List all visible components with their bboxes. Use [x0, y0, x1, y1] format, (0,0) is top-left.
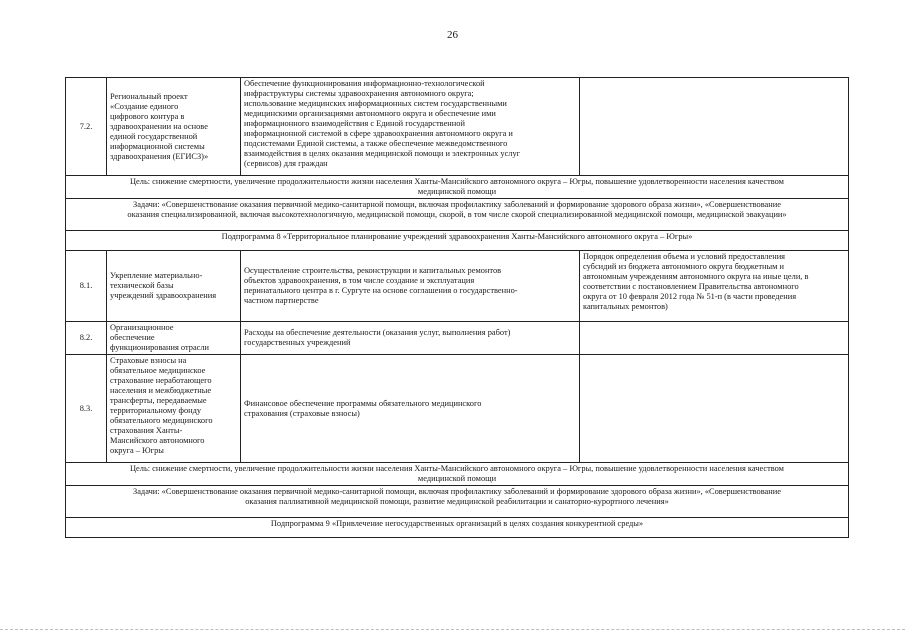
row-number: 8.3. [66, 355, 107, 463]
row-number: 8.1. [66, 251, 107, 322]
goal-row [66, 176, 849, 199]
goal-row [66, 463, 849, 486]
subprogram-row [66, 231, 849, 251]
activity-note: Порядок определения объема и условий предоставления субсидий из бюджета автономного округа бюджетным и автономным учреждениям автономного округа на иные цели, в соответствии с постановлением Правительства автономного округа от 10 февраля 2012 года № 51-п (в части проведения капитальных ремонтов) [580, 251, 849, 322]
tasks-text: Задачи: «Совершенствование оказания первичной медико-санитарной помощи, включая профилактику заболеваний и формирование здорового образа жизни», «Совершенствование оказания паллиативной медицинской помощи, развитие медицинской реабилитации и санаторно-курортного лечения» [66, 486, 849, 518]
activity-content: Расходы на обеспечение деятельности (оказания услуг, выполнения работ) государственных учреждений [241, 322, 580, 355]
activity-name: Страховые взносы на обязательное медицинское страхование неработающего населения и межбюджетные трансферты, передаваемые территориальному фонду обязательного медицинского страхования Ханты- Мансийского автономного округа – Югры [107, 355, 241, 463]
row-number: 7.2. [66, 78, 107, 176]
table-row [66, 322, 849, 355]
row-number: 8.2. [66, 322, 107, 355]
subprogram-title: Подпрограмма 8 «Территориальное планирование учреждений здравоохранения Ханты-Мансийского автономного округа – Югры» [66, 231, 849, 251]
tasks-row [66, 199, 849, 231]
subprogram-title: Подпрограмма 9 «Привлечение негосударственных организаций в целях создания конкурентной среды» [66, 518, 849, 538]
activity-note [580, 355, 849, 463]
subprogram-row [66, 518, 849, 538]
activity-name: Региональный проект «Создание единого цифрового контура в здравоохранении на основе единой государственной информационной системы здравоохранения (ЕГИСЗ)» [107, 78, 241, 176]
goal-text: Цель: снижение смертности, увеличение продолжительности жизни населения Ханты-Мансийского автономного округа – Югры, повышение удовлетворенности населения качеством медицинской помощи [66, 176, 849, 199]
activity-note [580, 322, 849, 355]
activity-content: Осуществление строительства, реконструкции и капитальных ремонтов объектов здравоохранения, в том числе создание и эксплуатация перинатального центра в г. Сургуте на основе соглашения о государственно- частном партнерстве [241, 251, 580, 322]
table-row [66, 251, 849, 322]
activity-content: Обеспечение функционирования информационно-технологической инфраструктуры системы здравоохранения автономного округа; использование медицинских информационных систем государственными медицинскими организациями автономного округа и обеспечение ими информационного взаимодействия с Единой государственной информационной системой в сфере здравоохранения автономного округа и подсистемами Единой системы, а также обеспечение межведомственного взаимодействия в целях оказания медицинской помощи и электронных услуг (сервисов) для граждан [241, 78, 580, 176]
program-table [65, 77, 849, 538]
table-row [66, 355, 849, 463]
goal-text: Цель: снижение смертности, увеличение продолжительности жизни населения Ханты-Мансийского автономного округа – Югры, повышение удовлетворенности населения качеством медицинской помощи [66, 463, 849, 486]
page-number: 26 [447, 29, 458, 41]
activity-note [580, 78, 849, 176]
table-row [66, 78, 849, 176]
activity-content: Финансовое обеспечение программы обязательного медицинского страхования (страховые взносы) [241, 355, 580, 463]
scan-artifact-line [0, 629, 905, 630]
tasks-row [66, 486, 849, 518]
activity-name: Укрепление материально- технической базы учреждений здравоохранения [107, 251, 241, 322]
activity-name: Организационное обеспечение функционирования отрасли [107, 322, 241, 355]
tasks-text: Задачи: «Совершенствование оказания первичной медико-санитарной помощи, включая профилактику заболеваний и формирование здорового образа жизни», «Совершенствование оказания специализированной, включая высокотехнологичную, медицинской помощи, скорой, в том числе скорой специализированной медицинской помощи, медицинской эвакуации» [66, 199, 849, 231]
